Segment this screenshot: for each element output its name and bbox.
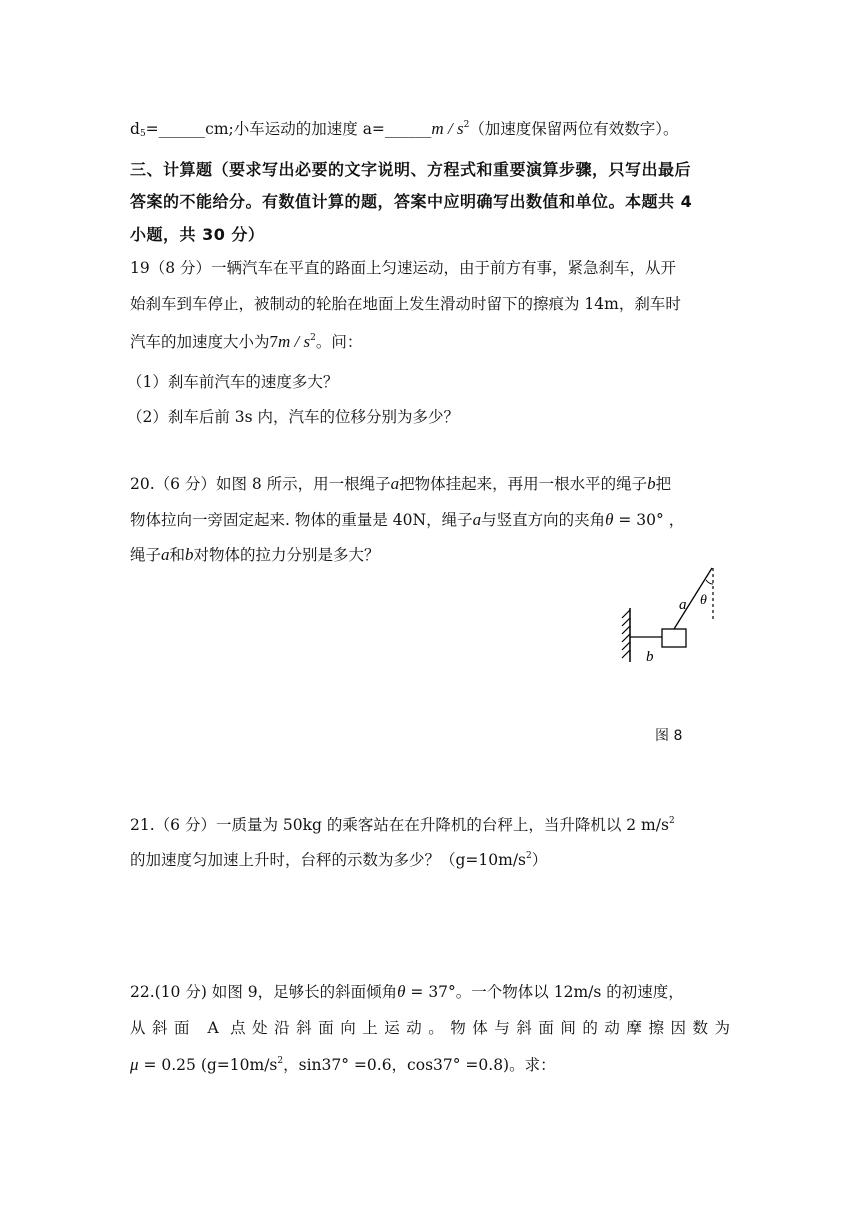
q22-sup: 2 xyxy=(277,1056,284,1066)
q21-sup-1: 2 xyxy=(668,816,675,826)
unit-m: m xyxy=(431,119,444,138)
angle-arc xyxy=(706,580,713,584)
q20-line-1-c: 把 xyxy=(655,475,672,493)
q22-line-2: 从斜面 A 点处沿斜面向上运动。物体与斜面间的动摩擦因数为 xyxy=(130,1019,730,1037)
q20-var-b-3: b xyxy=(185,545,194,564)
q19-part-2: （2）刹车后前 3s 内，汽车的位移分别为多少？ xyxy=(127,408,460,426)
block xyxy=(662,629,686,647)
q21-sup-2: 2 xyxy=(526,851,532,861)
q21-line-2-text: 的加速度匀加速上升时，台秤的示数为多少？（g=10m/s xyxy=(130,851,527,869)
q20-line-2-a: 物体拉向一旁固定起来. 物体的重量是 40N，绳子 xyxy=(130,511,473,529)
q20-line-3-c: 对物体的拉力分别是多大？ xyxy=(193,546,380,564)
figure-8-diagram xyxy=(610,560,730,670)
section-heading-line-2: 答案的不能给分。有数值计算的题，答案中应明确写出数值和单位。本题共 4 xyxy=(130,192,693,211)
q22-mu: μ xyxy=(130,1055,139,1074)
precision-note: （加速度保留两位有效数字）。 xyxy=(469,120,679,138)
d-subscript: 5 xyxy=(139,129,146,139)
q21-line-2-close: ） xyxy=(531,851,548,869)
q21-line-1 xyxy=(130,813,675,835)
q19-question-intro: 。问： xyxy=(315,333,363,351)
q20-var-a-3: a xyxy=(161,545,170,564)
section-heading-line-1: 三、计算题（要求写出必要的文字说明、方程式和重要演算步骤，只写出最后 xyxy=(130,160,692,179)
q20-line-1 xyxy=(130,472,671,494)
wall-hatch xyxy=(622,610,630,658)
q19-part-1: （1）刹车前汽车的速度多大？ xyxy=(127,373,339,391)
q19-unit-sup: 2 xyxy=(310,333,316,343)
q21-line-2 xyxy=(130,848,547,870)
blank-text: =______cm;小车运动的加速度 a=______ xyxy=(145,120,432,138)
figure-caption: 图 8 xyxy=(655,728,683,744)
unit-sup: 2 xyxy=(463,120,470,130)
q19-unit-m: m xyxy=(278,332,291,351)
q19-line-3-text: 汽车的加速度大小为 xyxy=(130,333,270,351)
q20-line-3-b: 和 xyxy=(169,546,186,564)
q19-line-1: 19（8 分）一辆汽车在平直的路面上匀速运动，由于前方有事，紧急刹车，从开 xyxy=(130,259,677,277)
q19-accel-value: 7 xyxy=(269,332,279,351)
q22-theta: θ xyxy=(397,982,406,1001)
q22-line-3 xyxy=(130,1053,556,1075)
q22-line-3-b: ，sin37° =0.6，cos37° =0.8)。求： xyxy=(283,1056,556,1074)
unit-slash: / xyxy=(443,119,457,138)
q22-line-1-a: 22.(10 分) 如图 9，足够长的斜面倾角 xyxy=(130,983,398,1001)
q19-line-2: 始刹车到车停止，被制动的轮胎在地面上发生滑动时留下的擦痕为 14m，刹车时 xyxy=(130,295,681,313)
q20-line-1-b: 把物体挂起来，再用一根水平的绳子 xyxy=(399,475,648,493)
q22-line-3-a: = 0.25 (g=10m/s xyxy=(138,1056,278,1074)
q20-theta: θ xyxy=(605,510,614,529)
fill-blank-line xyxy=(130,117,679,139)
q20-var-a: a xyxy=(390,474,400,493)
q20-line-2-b: 与竖直方向的夹角 xyxy=(481,511,606,529)
section-heading-line-3: 小题，共 30 分） xyxy=(130,225,265,244)
q20-var-b: b xyxy=(647,474,656,493)
q20-var-a-2: a xyxy=(472,510,482,529)
q21-line-1-text: 21.（6 分）一质量为 50kg 的乘客站在在升降机的台秤上，当升降机以 2 m/s xyxy=(130,816,669,834)
q19-unit-slash: / xyxy=(290,332,304,351)
label-b: b xyxy=(646,649,654,665)
label-theta: θ xyxy=(700,593,707,608)
q22-line-1 xyxy=(130,980,684,1002)
q20-line-3 xyxy=(130,543,380,565)
unit-s: s xyxy=(456,119,464,138)
d-label: d xyxy=(130,120,140,138)
q20-line-3-a: 绳子 xyxy=(130,546,162,564)
q20-line-2 xyxy=(130,508,684,530)
q22-line-1-b: = 37°。一个物体以 12m/s 的初速度， xyxy=(405,983,684,1001)
q19-unit-s: s xyxy=(303,332,311,351)
q19-line-3 xyxy=(130,330,362,352)
q20-line-1-a: 20.（6 分）如图 8 所示，用一根绳子 xyxy=(130,475,391,493)
q20-line-2-c: = 30° ， xyxy=(613,511,685,529)
label-a: a xyxy=(679,597,687,613)
